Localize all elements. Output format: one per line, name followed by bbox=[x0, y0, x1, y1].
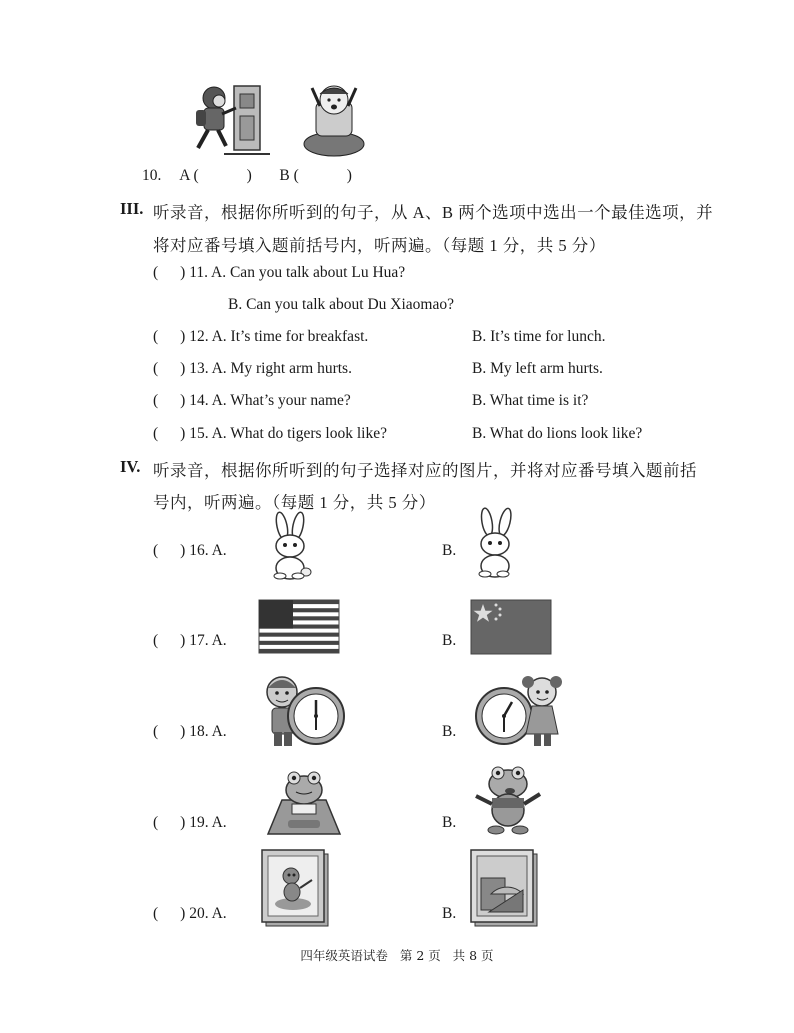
question-20[interactable]: ( ) 20. A. bbox=[153, 905, 227, 922]
section-3-numeral: III. bbox=[120, 199, 144, 218]
boy-with-clock-icon[interactable] bbox=[262, 672, 346, 750]
question-13[interactable]: ( ) 13. A. My right arm hurts. bbox=[153, 360, 352, 377]
section-4-instruction-line1: 听录音，根据你所听到的句子选择对应的图片，并将对应番号填入题前括 bbox=[153, 461, 697, 480]
question-11-option-b: B. Can you talk about Du Xiaomao? bbox=[228, 296, 454, 313]
question-19[interactable]: ( ) 19. A. bbox=[153, 814, 227, 831]
china-flag-icon[interactable] bbox=[471, 600, 551, 654]
frog-at-desk-icon[interactable] bbox=[268, 768, 340, 836]
rabbit-icon[interactable] bbox=[264, 512, 318, 580]
question-20-option-b: B. bbox=[442, 905, 457, 922]
section-4-instruction-line2: 号内，听两遍。（每题 1 分，共 5 分） bbox=[153, 493, 436, 512]
question-11[interactable]: ( ) 11. A. Can you talk about Lu Hua? bbox=[153, 264, 406, 281]
boy-at-door-icon bbox=[186, 82, 272, 158]
question-12[interactable]: ( ) 12. A. It’s time for breakfast. bbox=[153, 328, 369, 345]
page-footer: 四年级英语试卷 第 2 页 共 8 页 bbox=[300, 948, 494, 963]
question-16-option-b: B. bbox=[442, 542, 457, 559]
boy-waking-up-icon bbox=[302, 82, 366, 158]
question-18[interactable]: ( ) 18. A. bbox=[153, 723, 227, 740]
girl-with-clock-icon[interactable] bbox=[472, 672, 566, 750]
frog-standing-icon[interactable] bbox=[472, 764, 544, 836]
question-17[interactable]: ( ) 17. A. bbox=[153, 632, 227, 649]
monkey-book-icon[interactable] bbox=[262, 850, 332, 928]
question-18-option-b: B. bbox=[442, 723, 457, 740]
question-14[interactable]: ( ) 14. A. What’s your name? bbox=[153, 392, 351, 409]
question-19-option-b: B. bbox=[442, 814, 457, 831]
question-17-option-b: B. bbox=[442, 632, 457, 649]
rabbit-icon[interactable] bbox=[469, 508, 523, 578]
section-3-instruction-line2: 将对应番号填入题前括号内，听两遍。（每题 1 分，共 5 分） bbox=[153, 236, 606, 255]
option-b-label: B bbox=[279, 167, 290, 184]
question-16[interactable]: ( ) 16. A. bbox=[153, 542, 227, 559]
answer-paren-b[interactable]: ( ) bbox=[293, 167, 352, 184]
usa-flag-icon[interactable] bbox=[259, 600, 339, 653]
question-10 bbox=[142, 167, 364, 185]
option-a-label: A bbox=[179, 167, 190, 184]
question-13-option-b: B. My left arm hurts. bbox=[472, 360, 603, 377]
answer-paren-a[interactable]: ( ) bbox=[193, 167, 252, 184]
section-3-instruction-line1: 听录音，根据你所听到的句子，从 A、B 两个选项中选出一个最佳选项，并 bbox=[153, 203, 714, 222]
question-15-option-b: B. What do lions look like? bbox=[472, 425, 643, 442]
question-number: 10. bbox=[142, 167, 162, 184]
geometry-book-icon[interactable] bbox=[471, 850, 541, 928]
question-14-option-b: B. What time is it? bbox=[472, 392, 589, 409]
question-15[interactable]: ( ) 15. A. What do tigers look like? bbox=[153, 425, 387, 442]
section-4-numeral: IV. bbox=[120, 457, 141, 476]
question-12-option-b: B. It’s time for lunch. bbox=[472, 328, 606, 345]
